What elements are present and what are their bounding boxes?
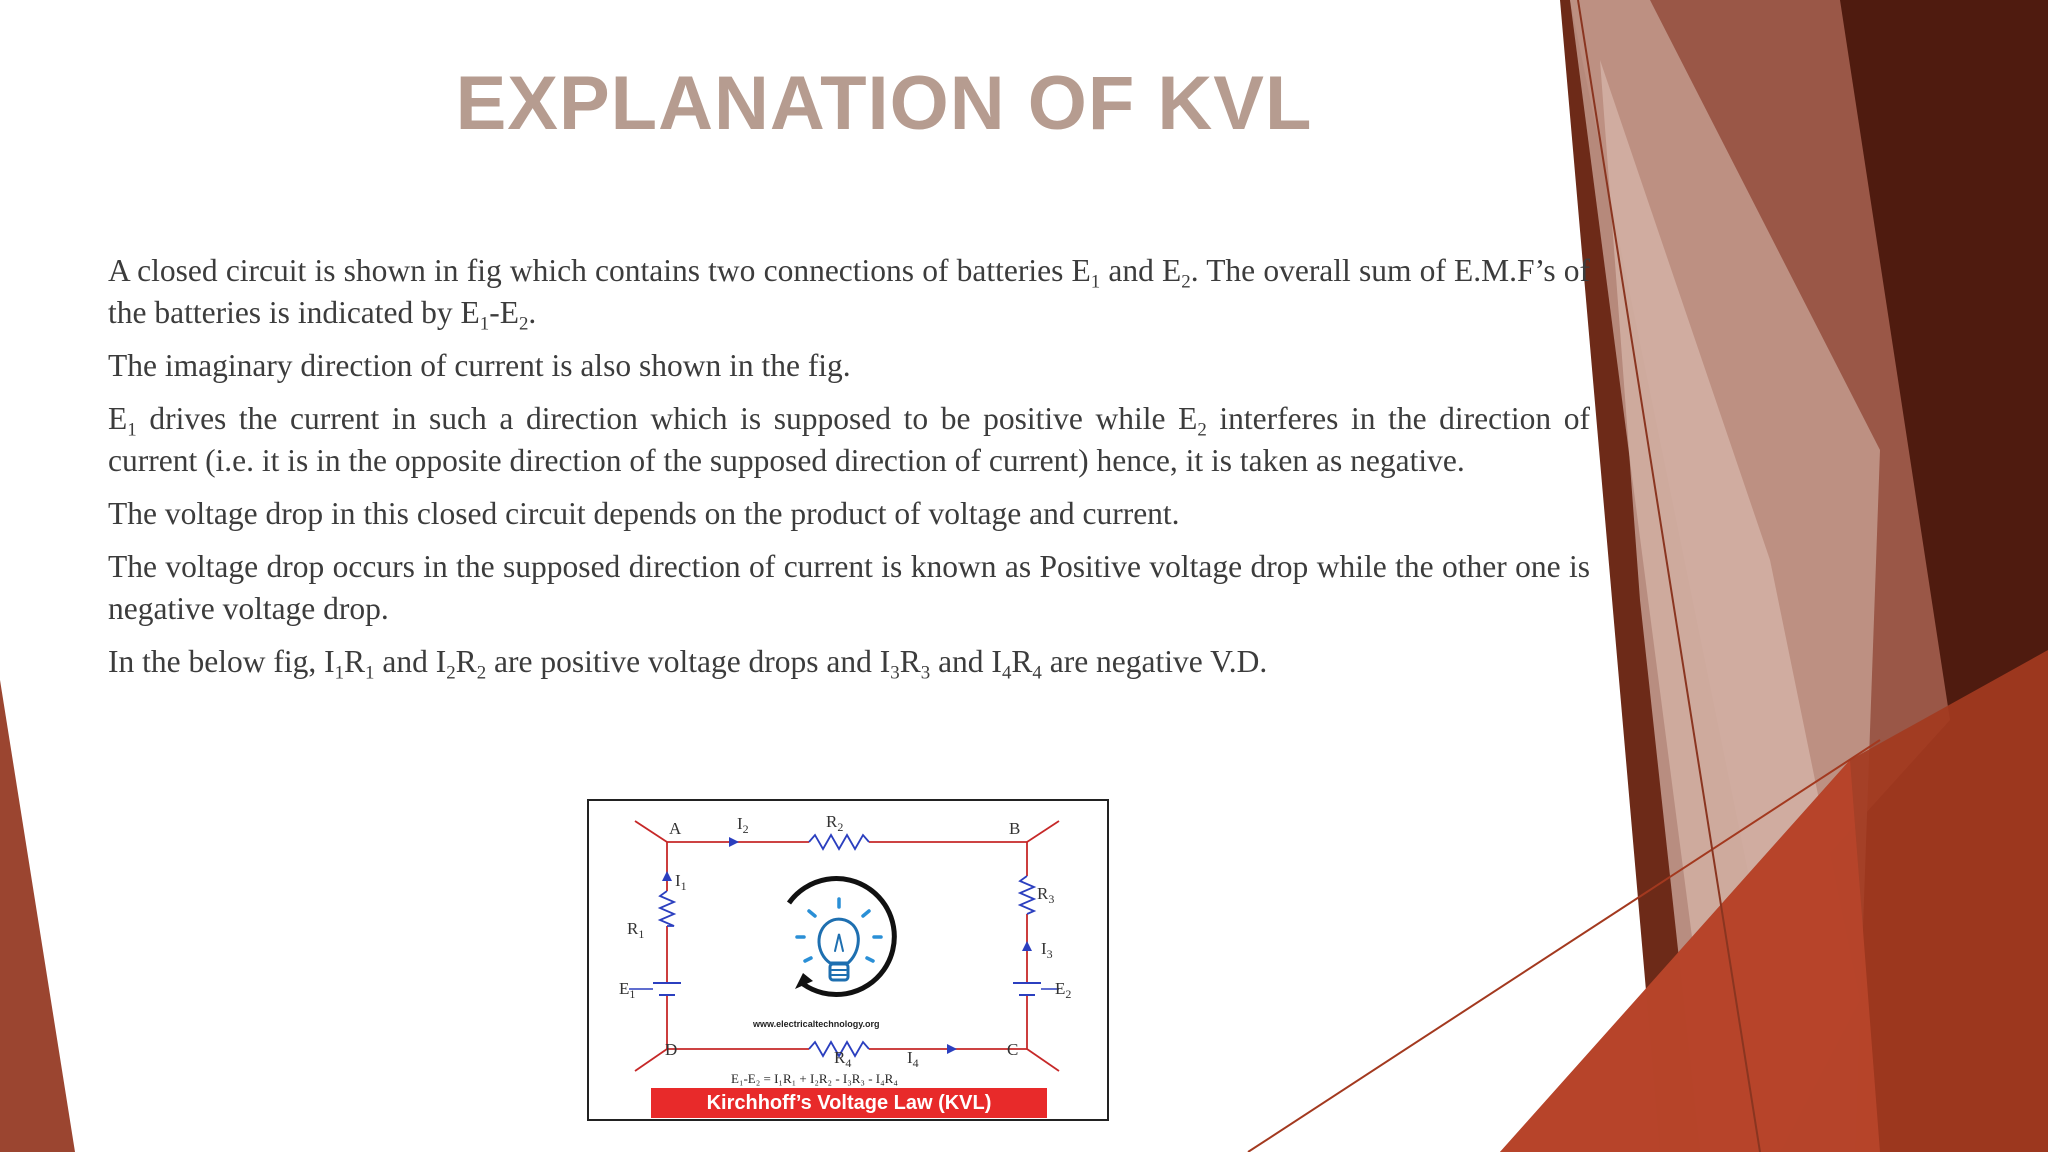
kvl-banner: Kirchhoff’s Voltage Law (KVL) [651, 1088, 1047, 1118]
label-i1: $I_1$ [675, 871, 687, 893]
slide-title: EXPLANATION OF KVL [455, 61, 1313, 146]
watermark: www.electricaltechnology.org [753, 1019, 880, 1029]
circuit-labels [619, 812, 1071, 1070]
arrow-i3 [1022, 941, 1032, 951]
arrow-i2 [729, 837, 739, 847]
label-r3: $R_3$ [1037, 884, 1055, 906]
label-r2: $R_2$ [826, 812, 844, 834]
node-d: D [665, 1040, 678, 1059]
label-i3: $I_3$ [1041, 939, 1053, 961]
node-b: B [1009, 819, 1021, 838]
kvl-circuit-figure [587, 799, 1109, 1121]
paragraph-1: A closed circuit is shown in fig which contains two connections of batteries $E_1$ and $E_2$. The overall sum of E.M.F’s of the batteries is indicated by $E_1-E_2$. [108, 253, 1590, 335]
paragraph-6: In the below fig, $I_1R_1$ and $I_2R_2$ are positive voltage drops and $I_3R_3$ and $I_4R_4$ are negative V.D. [108, 644, 1268, 684]
resistor-r1-symbol [660, 891, 674, 926]
label-e2: $E_2$ [1055, 979, 1072, 1001]
kvl-equation: E₁-E₂ = I₁R₁ + I₂R₂ - I₃R₃ - I₄R₄ [731, 1071, 898, 1086]
arrow-i4 [947, 1044, 957, 1054]
paragraph-3: $E_1$ drives the current in such a direction which is supposed to be positive while $E_2$ interferes in the direction of current (i.e. it is in the opposite direction of the supposed direction of current) hence, it is taken as negative. [108, 401, 1591, 478]
label-e1: $E_1$ [619, 979, 636, 1001]
paragraph-4: The voltage drop in this closed circuit depends on the product of voltage and current. [108, 496, 1180, 531]
label-r4: $R_4$ [834, 1048, 852, 1070]
label-r1: $R_1$ [627, 919, 645, 941]
arrow-i1 [662, 871, 672, 881]
decor-left-triangle [0, 680, 75, 1152]
node-c: C [1007, 1040, 1019, 1059]
node-a: A [669, 819, 682, 838]
circuit-wires [635, 821, 1059, 1071]
light-bulb-icon [789, 879, 894, 995]
resistor-r3-symbol [1020, 876, 1034, 914]
resistor-r2-symbol [809, 835, 869, 849]
paragraph-5: The voltage drop occurs in the supposed direction of current is known as Positive voltage drop while the other one is negative voltage drop. [108, 549, 1590, 626]
label-i2: $I_2$ [737, 814, 749, 836]
slide-body [108, 250, 1590, 694]
label-i4: $I_4$ [907, 1048, 919, 1070]
paragraph-2: The imaginary direction of current is also shown in the fig. [108, 348, 851, 383]
